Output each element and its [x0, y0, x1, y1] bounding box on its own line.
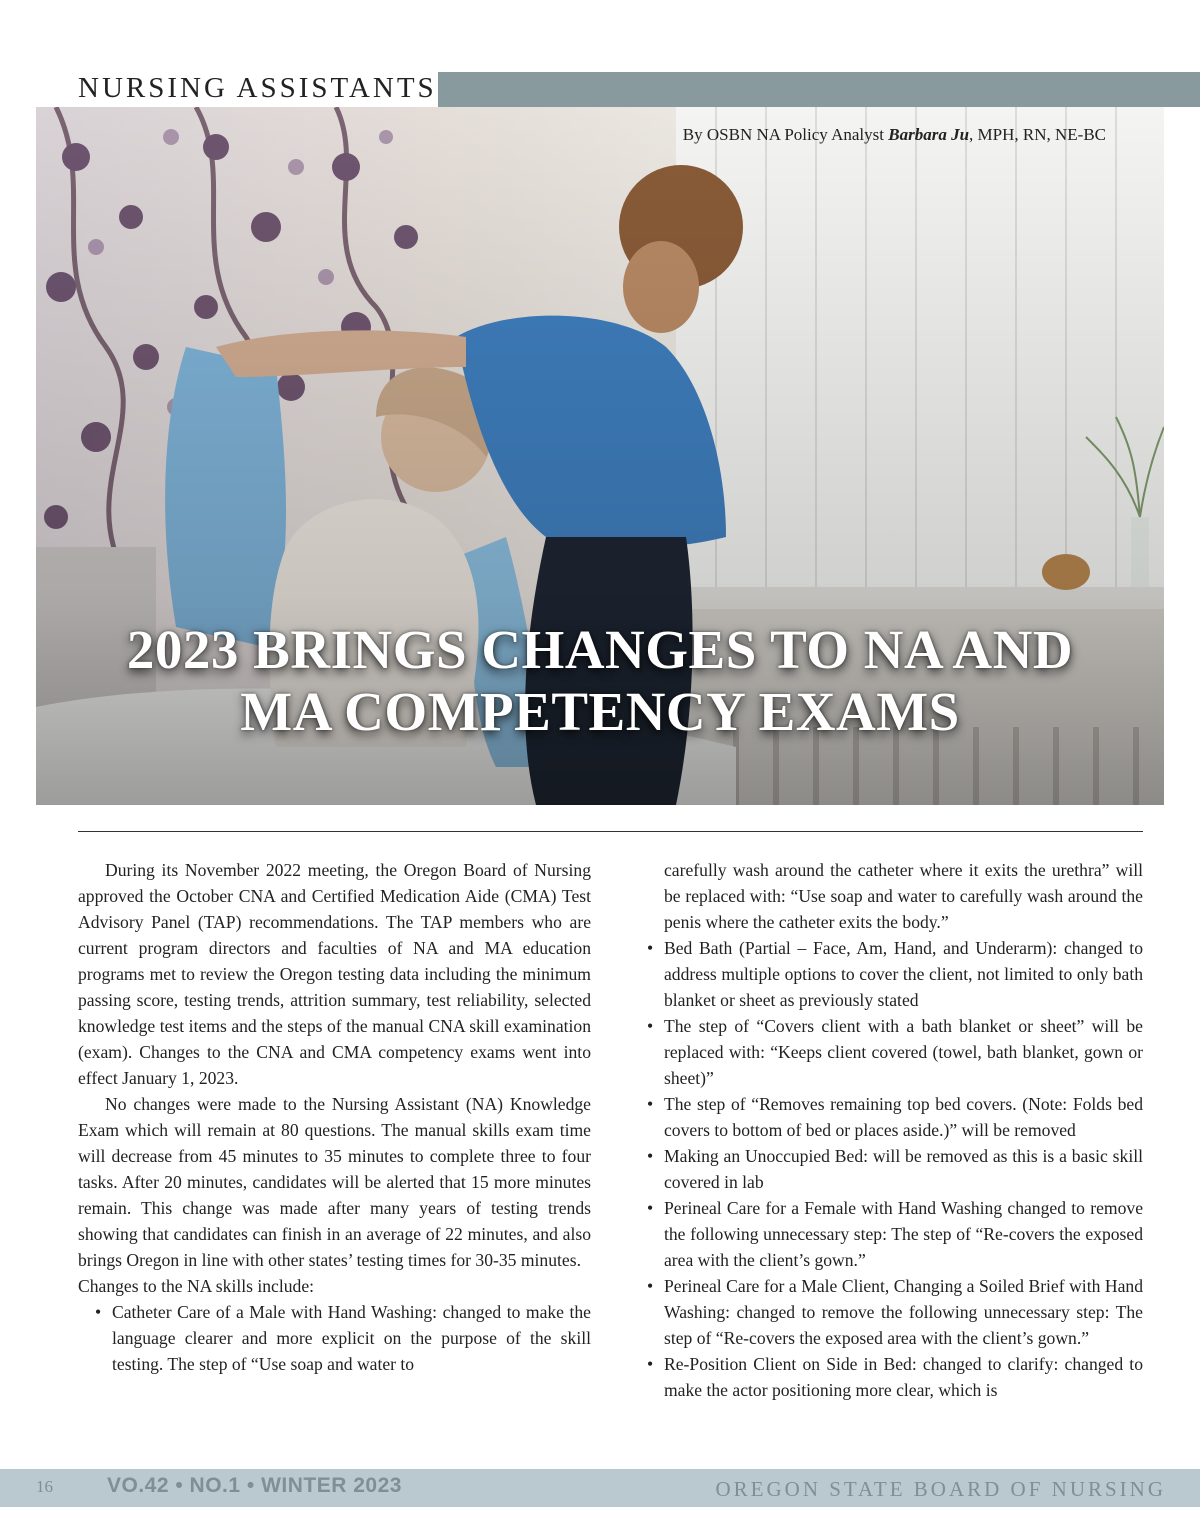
paragraph: During its November 2022 meeting, the Oregon Board of Nursing approved the October CNA and Certified Medication Aide (CMA) Test Advisory Panel (TAP) recommendations. The TAP members who are current program directors and faculties of NA and MA education programs met to review the Oregon testing data including the minimum passing score, testing trends, attrition summary, test reliability, selected knowledge test items and the steps of the manual CNA skill examination (exam). Changes to the CNA and CMA competency exams went into effect January 1, 2023. [78, 860, 591, 1088]
list-item: • Bed Bath (Partial – Face, Am, Hand, and Underarm): changed to address multiple options to cover the client, not limited to only bath blanket or sheet as previously stated [630, 935, 1143, 1013]
list-item: • Perineal Care for a Male Client, Changing a Soiled Brief with Hand Washing: changed to remove the following unnecessary step: The step of “Re-covers the exposed area with the client’s gown.” [630, 1273, 1143, 1351]
list-item: • Making an Unoccupied Bed: will be removed as this is a basic skill covered in lab [630, 1143, 1143, 1195]
bullet-list [78, 1299, 591, 1377]
hero-photo [36, 107, 1164, 805]
article-column-left [78, 857, 591, 1377]
list-item-continuation: carefully wash around the catheter where it exits the urethra” will be replaced with: “Use soap and water to carefully wash around the penis where the catheter exits the body.” [664, 860, 1143, 932]
paragraph: Changes to the NA skills include: [78, 1276, 315, 1296]
headline [36, 619, 1164, 743]
issue-label: VO.42 • NO.1 • WINTER 2023 [107, 1474, 402, 1497]
list-item: • Catheter Care of a Male with Hand Washing: changed to make the language clearer and more explicit on the purpose of the skill testing. The step of “Use soap and water to [78, 1299, 591, 1377]
list-item: • Perineal Care for a Female with Hand Washing changed to remove the following unnecessary step: The step of “Re-covers the exposed area with the client’s gown.” [630, 1195, 1143, 1273]
list-item: • The step of “Removes remaining top bed covers. (Note: Folds bed covers to bottom of bed or places aside.)” will be removed [630, 1091, 1143, 1143]
headline-line1: 2023 BRINGS CHANGES TO NA AND [126, 619, 1074, 680]
byline-author: Barbara Ju [888, 125, 970, 144]
footer-bar [0, 1469, 1200, 1507]
header-bar [438, 72, 1200, 107]
paragraph: No changes were made to the Nursing Assistant (NA) Knowledge Exam which will remain at 80 questions. The manual skills exam time will decrease from 45 minutes to 35 minutes to complete three to four tasks. After 20 minutes, candidates will be alerted that 15 more minutes remain. This change was made after many years of testing trends showing that candidates can finish in an average of 22 minutes, and also brings Oregon in line with other states’ testing times for 30-35 minutes. [78, 1094, 591, 1270]
headline-line2: MA COMPETENCY EXAMS [240, 681, 960, 742]
list-item: • The step of “Covers client with a bath blanket or sheet” will be replaced with: “Keeps client covered (towel, bath blanket, gown or sheet)” [630, 1013, 1143, 1091]
section-label: NURSING ASSISTANTS [78, 72, 437, 104]
article-column-right [630, 857, 1143, 1403]
organization-name: OREGON STATE BOARD OF NURSING [715, 1477, 1166, 1501]
list-item: • Re-Position Client on Side in Bed: changed to clarify: changed to make the actor positioning more clear, which is [630, 1351, 1143, 1403]
divider [78, 831, 1143, 832]
page-number: 16 [36, 1477, 53, 1496]
bullet-list [630, 935, 1143, 1403]
byline: By OSBN NA Policy Analyst Barbara Ju, MPH, RN, NE-BC [682, 125, 1106, 144]
